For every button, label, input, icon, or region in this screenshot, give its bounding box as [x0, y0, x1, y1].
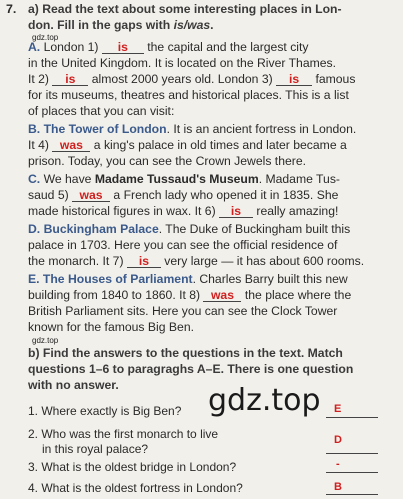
part-b-line-1: b) Find the answers to the questions in the text. Match: [28, 346, 343, 360]
answer-1: E: [334, 403, 342, 415]
part-b-line-3: with no answer.: [28, 378, 119, 392]
section-c-line-1: C. We have Madame Tussaud's Museum. Madame Tus-: [28, 172, 340, 186]
question-3: 3. What is the oldest bridge in London?: [28, 460, 237, 474]
question-4: 4. What is the oldest fortress in London?: [28, 481, 243, 495]
part-b-line-2: questions 1–6 to paragraghs A–E. There is one question: [28, 362, 354, 376]
question-1: 1. Where exactly is Big Ben?: [28, 404, 182, 418]
answer-line-1: [326, 417, 378, 418]
section-e-line-1: E. The Houses of Parliament. Charles Barry built this new: [28, 272, 348, 286]
question-2-line-1: 2. Who was the first monarch to live: [28, 427, 219, 441]
exercise-number: 7.: [6, 2, 17, 16]
answer-line-2: [326, 453, 378, 454]
site-tag: gdz.top: [32, 33, 59, 42]
section-e-line-2: building from 1840 to 1860. It 8) was the place where the: [28, 288, 352, 302]
section-a-line-2: in the United Kingdom. It is located on the River Thames.: [28, 56, 337, 70]
answer-line-4: [326, 494, 378, 495]
section-d-line-1: D. Buckingham Palace. The Duke of Buckingham built this: [28, 222, 351, 236]
section-b-line-1: B. The Tower of London. It is an ancient fortress in London.: [28, 122, 357, 136]
section-d-line-2: palace in 1703. Here you can see the official residence of: [28, 238, 338, 252]
site-tag-2: gdz.top: [32, 336, 59, 345]
section-e-line-4: known for the famous Big Ben.: [28, 320, 194, 334]
section-a-line-1: A. London 1) is the capital and the largest city: [28, 40, 309, 54]
section-c-line-3: made historical figures in wax. It 6) is really amazing!: [28, 204, 339, 218]
instruction-line-2: don. Fill in the gaps with is/was.: [28, 18, 214, 32]
answer-line-3: [326, 472, 378, 473]
question-2-line-2: in this royal palace?: [42, 442, 149, 456]
section-a-line-4: for its museums, theatres and historical places. This is a list: [28, 88, 349, 102]
section-c-line-2: saud 5) was a French lady who opened it in 1835. She: [28, 188, 339, 202]
answer-2: D: [334, 434, 342, 446]
section-a-line-5: of places that you can visit:: [28, 104, 175, 118]
gdz-watermark: gdz.top: [208, 383, 321, 418]
instruction-line-1: a) Read the text about some interesting places in Lon-: [28, 2, 342, 16]
section-e-line-3: British Parliament sits. Here you can see the Clock Tower: [28, 304, 338, 318]
answer-4: B: [334, 481, 342, 493]
section-b-line-2: It 4) was a king's palace in old times and later became a: [28, 138, 347, 152]
answer-3: -: [336, 458, 340, 470]
section-d-line-3: the monarch. It 7) is very large — it has about 600 rooms.: [28, 254, 365, 268]
section-b-line-3: prison. Today, you can see the Crown Jewels there.: [28, 154, 306, 168]
section-a-line-3: It 2) is almost 2000 years old. London 3) is famous: [28, 72, 356, 86]
